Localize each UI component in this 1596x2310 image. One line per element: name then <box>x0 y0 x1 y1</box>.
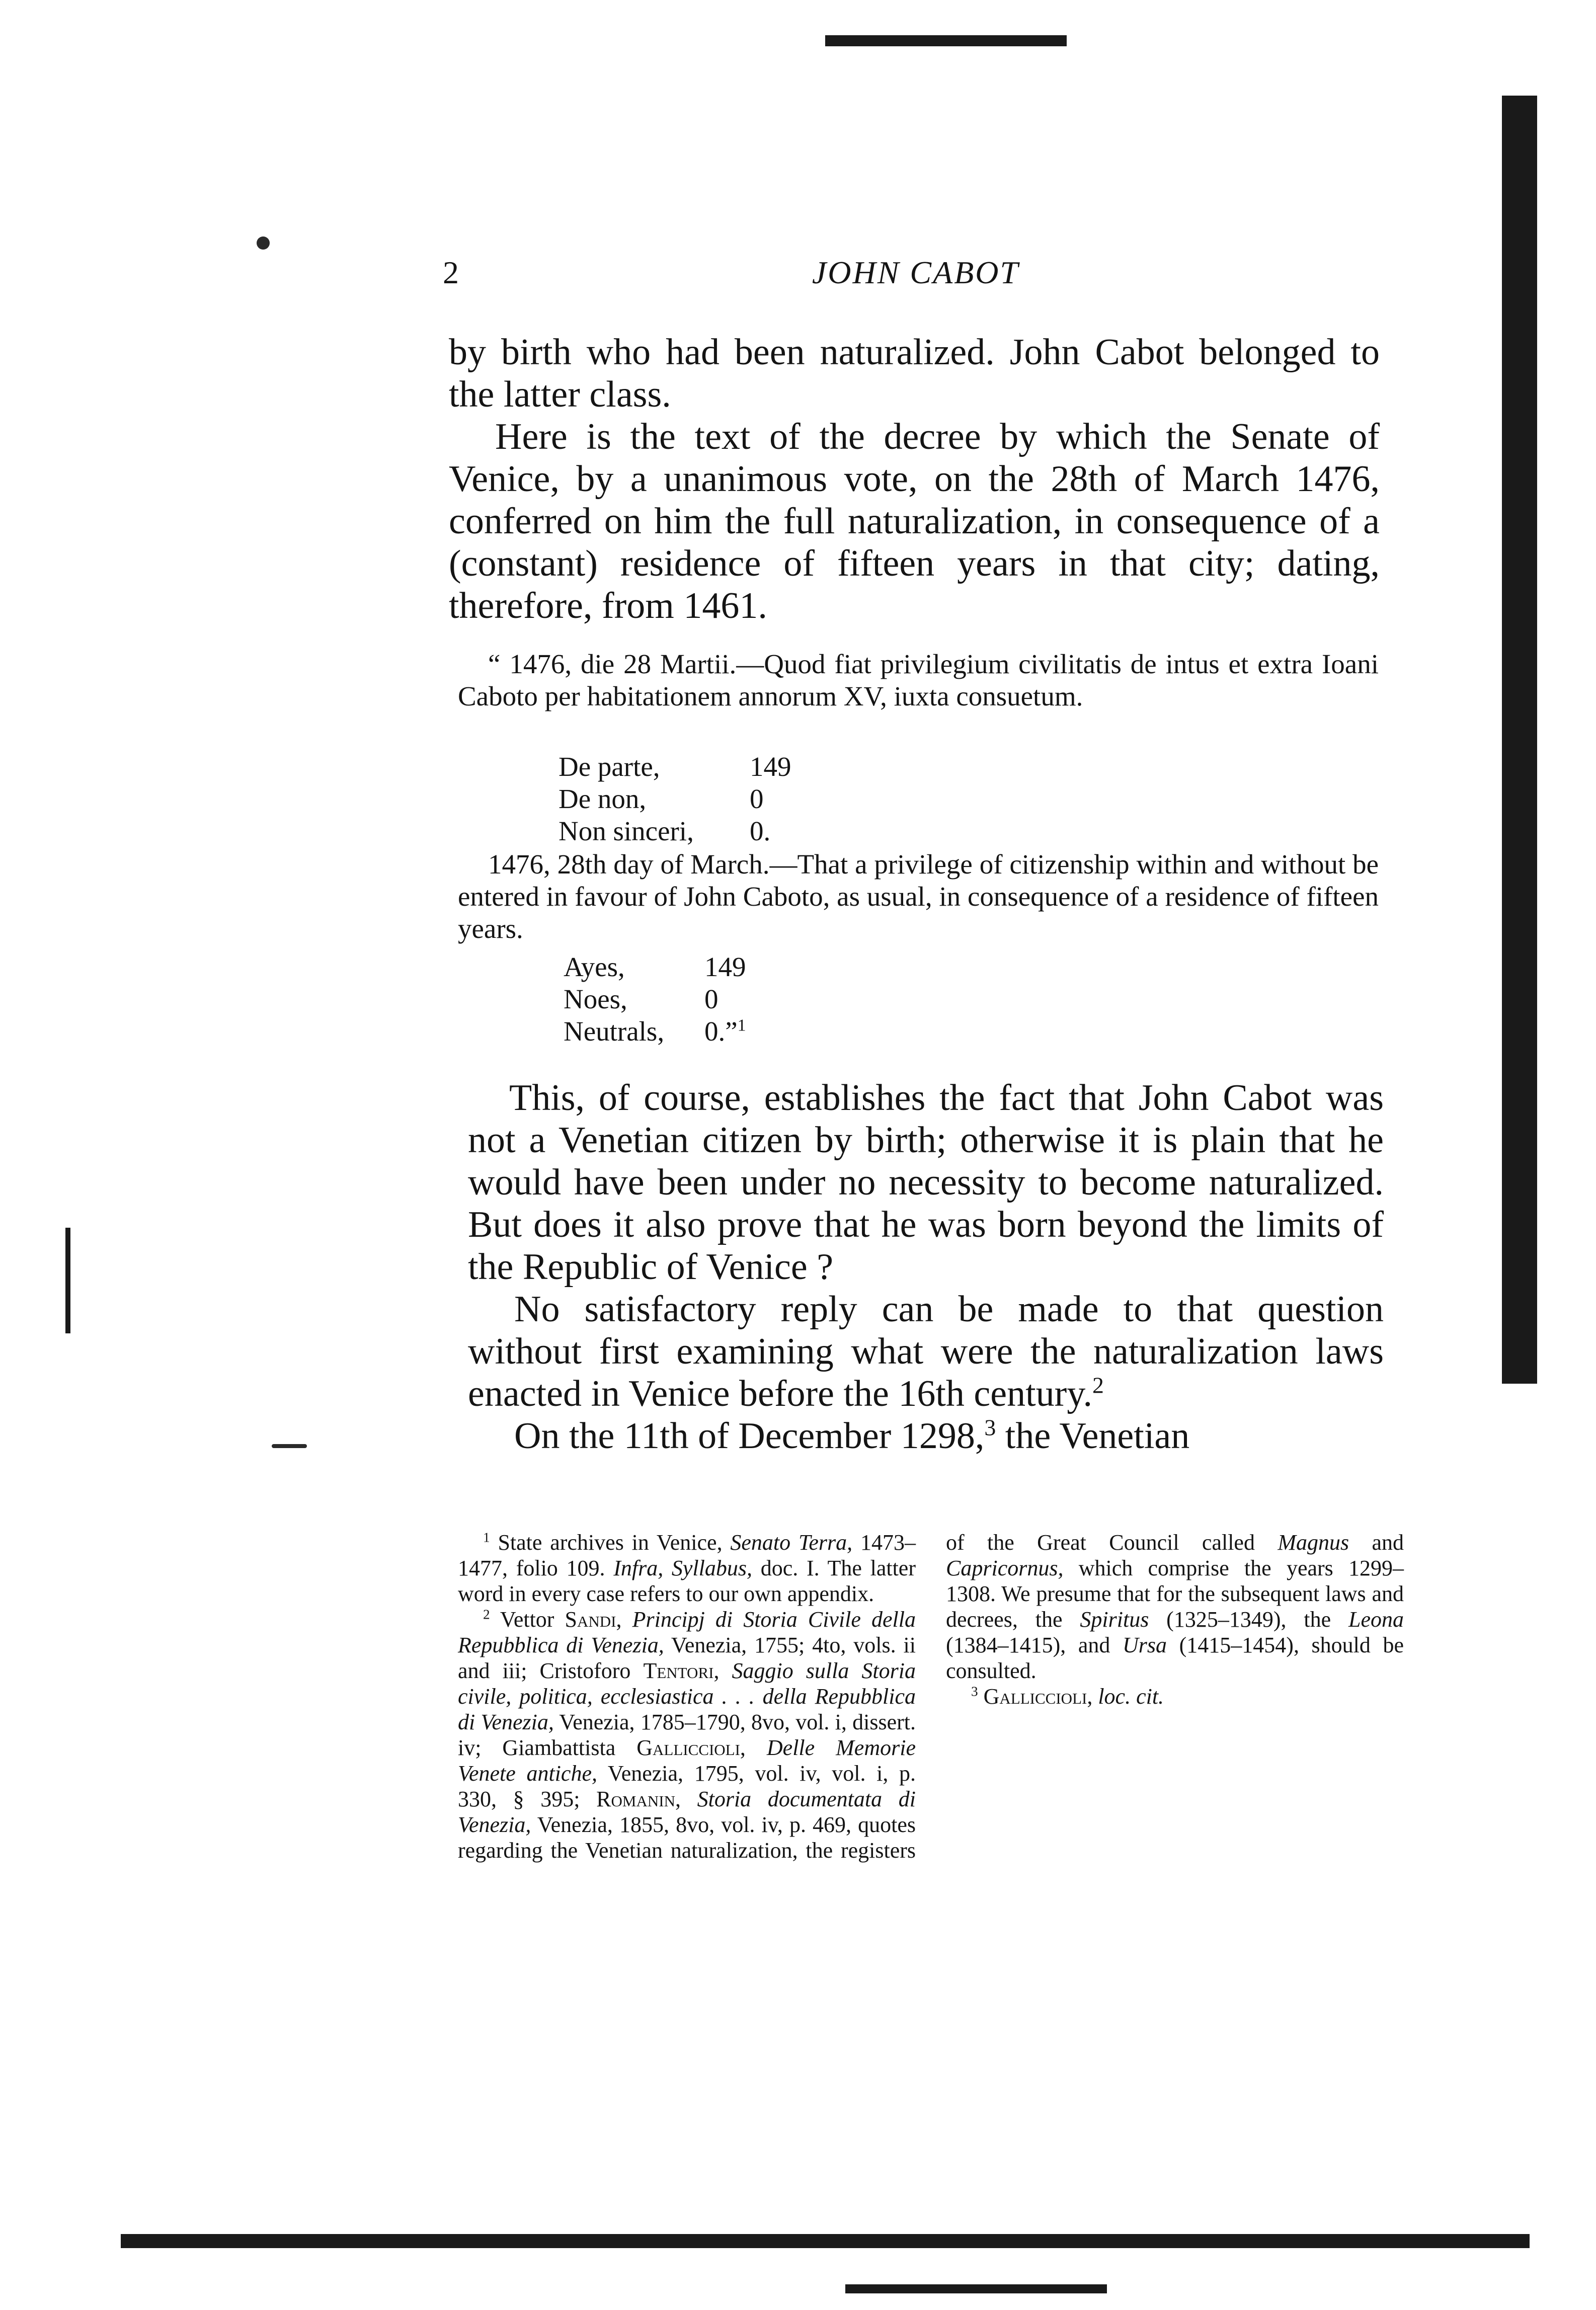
vote-value: 0 <box>704 984 719 1014</box>
vote-row <box>564 983 746 1015</box>
scan-mark-left <box>65 1228 70 1333</box>
latin-votes <box>558 751 791 847</box>
scan-edge-top <box>825 35 1067 46</box>
vote-value: 149 <box>704 951 746 982</box>
scan-edge-right <box>1502 96 1537 1384</box>
vote-value: 0.”$^1$ <box>704 1016 746 1047</box>
paragraph: by birth who had been naturalized. John Cabot belonged to the latter class. <box>449 332 1380 415</box>
vote-label: Neutrals, <box>564 1016 665 1047</box>
vote-value: 149 <box>750 751 791 782</box>
vote-label: Ayes, <box>564 951 625 982</box>
page-number: 2 <box>443 255 459 290</box>
vote-label: De parte, <box>558 751 660 782</box>
quote-english: 1476, 28th day of March.—That a privilege of citizenship within and without be entered in favour of John Caboto, as usual, in consequence of a residence of fifteen years. <box>458 849 1379 944</box>
vote-value: 0. <box>750 816 771 846</box>
paragraph: This, of course, establishes the fact that John Cabot was not a Venetian citizen by birth; otherwise it is plain that he would have been under no necessity to become naturalized. But does it also prove that he was born beyond the limits of the Republic of Venice ? <box>468 1077 1384 1288</box>
scan-speck <box>257 236 270 250</box>
vote-row <box>558 815 791 847</box>
paragraph: On the 11th of December 1298,$^3$ the Venetian <box>514 1414 1190 1457</box>
vote-row <box>564 1015 746 1048</box>
paragraph: No satisfactory reply can be made to that question without first examining what were the naturalization laws enacted in Venice before the 16th century.$^2$ <box>468 1289 1384 1414</box>
quote-latin: “ 1476, die 28 Martii.—Quod fiat privilegium civilitatis de intus et extra Ioani Caboto per habitationem annorum XV, iuxta consuetum. <box>458 649 1379 711</box>
scan-edge-bottom-fragment <box>845 2284 1107 2293</box>
footnote-3: $^3$ Galliccioli, loc. cit. <box>971 1684 1164 1709</box>
body-text-top <box>449 331 1380 627</box>
decree-quote-english <box>458 848 1379 945</box>
running-head: JOHN CABOT <box>812 255 1020 290</box>
scan-speck <box>272 1444 307 1448</box>
footnote-1: $^1$ State archives in Venice, Senato Terra, 1473–1477, folio 109. Infra, Syllabus, doc. I. The latter word in every case refers to our own appendix. <box>458 1530 916 1606</box>
vote-label: Noes, <box>564 984 627 1014</box>
vote-value: 0 <box>750 783 764 814</box>
footnotes <box>458 1530 1404 1882</box>
decree-quote-latin <box>458 648 1379 712</box>
vote-row <box>564 951 746 983</box>
page-header <box>443 254 1389 299</box>
paragraph: Here is the text of the decree by which the Senate of Venice, by a unanimous vote, on the 28th of March 1476, conferred on him the full naturalization, in consequence of a (constant) residence of fifteen years in that city; dating, therefore, from 1461. <box>449 416 1380 626</box>
footnote-ref: 2 <box>1092 1372 1104 1398</box>
vote-label: Non sinceri, <box>558 816 694 846</box>
vote-row <box>558 783 791 815</box>
footnote-2: $^2$ Vettor Sandi, Principj di Storia Civile della Repubblica di Venezia, Venezia, 1755; 4to, vols. ii and iii; Cristoforo Tentori, Saggio sulla Storia civile, politica, ecclesiastica . . . della Repubblica di Venezia, Venezia, 1785–1790, 8vo, vol. i, dissert. iv; Giambattista Galliccioli, Delle Memorie Venete antiche, Venezia, 1795, vol. iv, vol. i, p. 330, § 395; Romanin, Storia documentata di Venezia, Venezia, 1855, 8vo, vol. iv, p. 469, quotes regarding the Venetian naturalization, the registers of the Great Council called Magnus and Capricornus, which comprise the years 1299–1308. We presume that for the subsequent laws and decrees, the Spiritus (1325–1349), the Leona (1384–1415), and Ursa (1415–1454), should be consulted. <box>458 1530 1404 1863</box>
body-text-bottom <box>468 1077 1384 1457</box>
scan-edge-bottom <box>121 2234 1530 2248</box>
footnote-ref: 1 <box>737 1016 746 1035</box>
vote-label: De non, <box>558 783 647 814</box>
english-votes <box>564 951 746 1048</box>
footnote-ref: 3 <box>984 1414 996 1441</box>
vote-row <box>558 751 791 783</box>
